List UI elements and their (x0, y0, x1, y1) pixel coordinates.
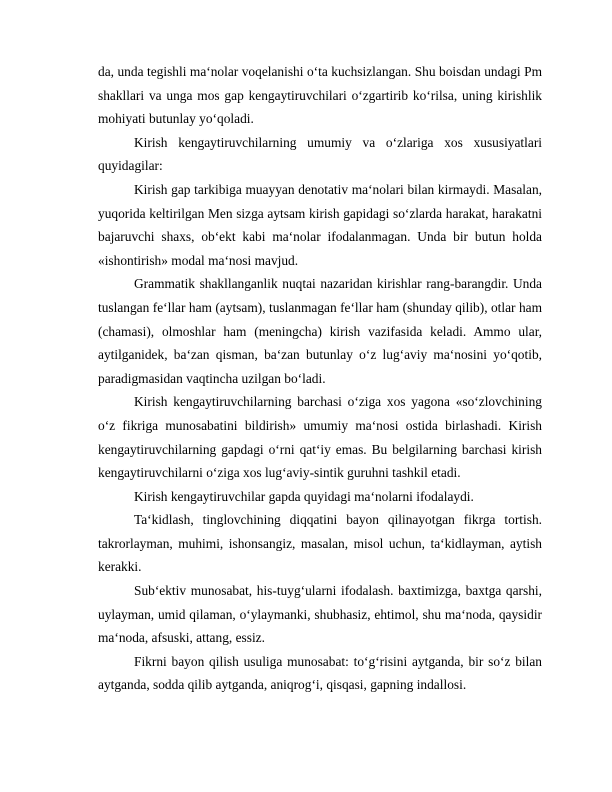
paragraph-manner: Fikrni bayon qilish usuliga munosabat: to‘g‘risini aytganda, bir so‘z bilan aytganda, sodda qilib aytganda, aniqrog‘i, qisqasi, gapning indallosi. (98, 653, 542, 693)
paragraph-grammatical: Grammatik shakllanganlik nuqtai nazaridan kirishlar rang-barangdir. Unda tuslangan fe‘llar ham (aytsam), tuslanmagan fe‘llar ham (shunday qilib), otlar ham (chamasi), olmoshlar ham (meningcha) kirish vazifasida keladi. Ammo ular, aytilganidek, ba‘zan qisman, ba‘zan butunlay o‘z lug‘aviy ma‘nosini yo‘qotib, paradigmasidan vaqtincha uzilgan bo‘ladi. (98, 276, 542, 386)
paragraph-meanings-intro: Kirish kengaytiruvchilar gapda quyidagi ma‘nolarni ifodalaydi. (134, 488, 474, 504)
paragraph-intro-features: Kirish kengaytiruvchilarning umumiy va o‘zlariga xos xususiyatlari quyidagilar: (98, 134, 542, 174)
body-text (98, 60, 542, 697)
paragraph-common-meaning: Kirish kengaytiruvchilarning barchasi o‘ziga xos yagona «so‘zlovchining o‘z fikriga munosabatini bildirish» umumiy ma‘nosi ostida birlashadi. Kirish kengaytiruvchilarning gapdagi o‘rni qat‘iy emas. Bu belgilarning barchasi kirish kengaytiruvchilarni o‘ziga xos lug‘aviy-sintik guruhni tashkil etadi. (98, 394, 542, 481)
paragraph-continuation: da, unda tegishli ma‘nolar voqelanishi o‘ta kuchsizlangan. Shu boisdan undagi Pm shakllari va unga mos gap kengaytiruvchilari o‘zgartirib ko‘rilsa, uning kirishlik mohiyati butunlay yo‘qoladi. (98, 64, 542, 127)
paragraph-denotative: Kirish gap tarkibiga muayyan denotativ ma‘nolari bilan kirmaydi. Masalan, yuqorida keltirilgan Men sizga aytsam kirish gapidagi so‘zlarda harakat, harakatni bajaruvchi shaxs, ob‘ekt kabi ma‘nolar ifodalanmagan. Unda bir butun holda «ishontirish» modal ma‘nosi mavjud. (98, 181, 542, 268)
paragraph-emphasis: Ta‘kidlash, tinglovchining diqqatini bayon qilinayotgan fikrga tortish. takrorlayman, muhimi, ishonsangiz, masalan, misol uchun, ta‘kidlayman, aytish kerakki. (98, 512, 542, 575)
paragraph-subjective: Sub‘ektiv munosabat, his-tuyg‘ularni ifodalash. baxtimizga, baxtga qarshi, uylayman, umid qilaman, o‘ylaymanki, shubhasiz, ehtimol, shu ma‘noda, qaysidir ma‘noda, afsuski, attang, essiz. (98, 583, 542, 646)
